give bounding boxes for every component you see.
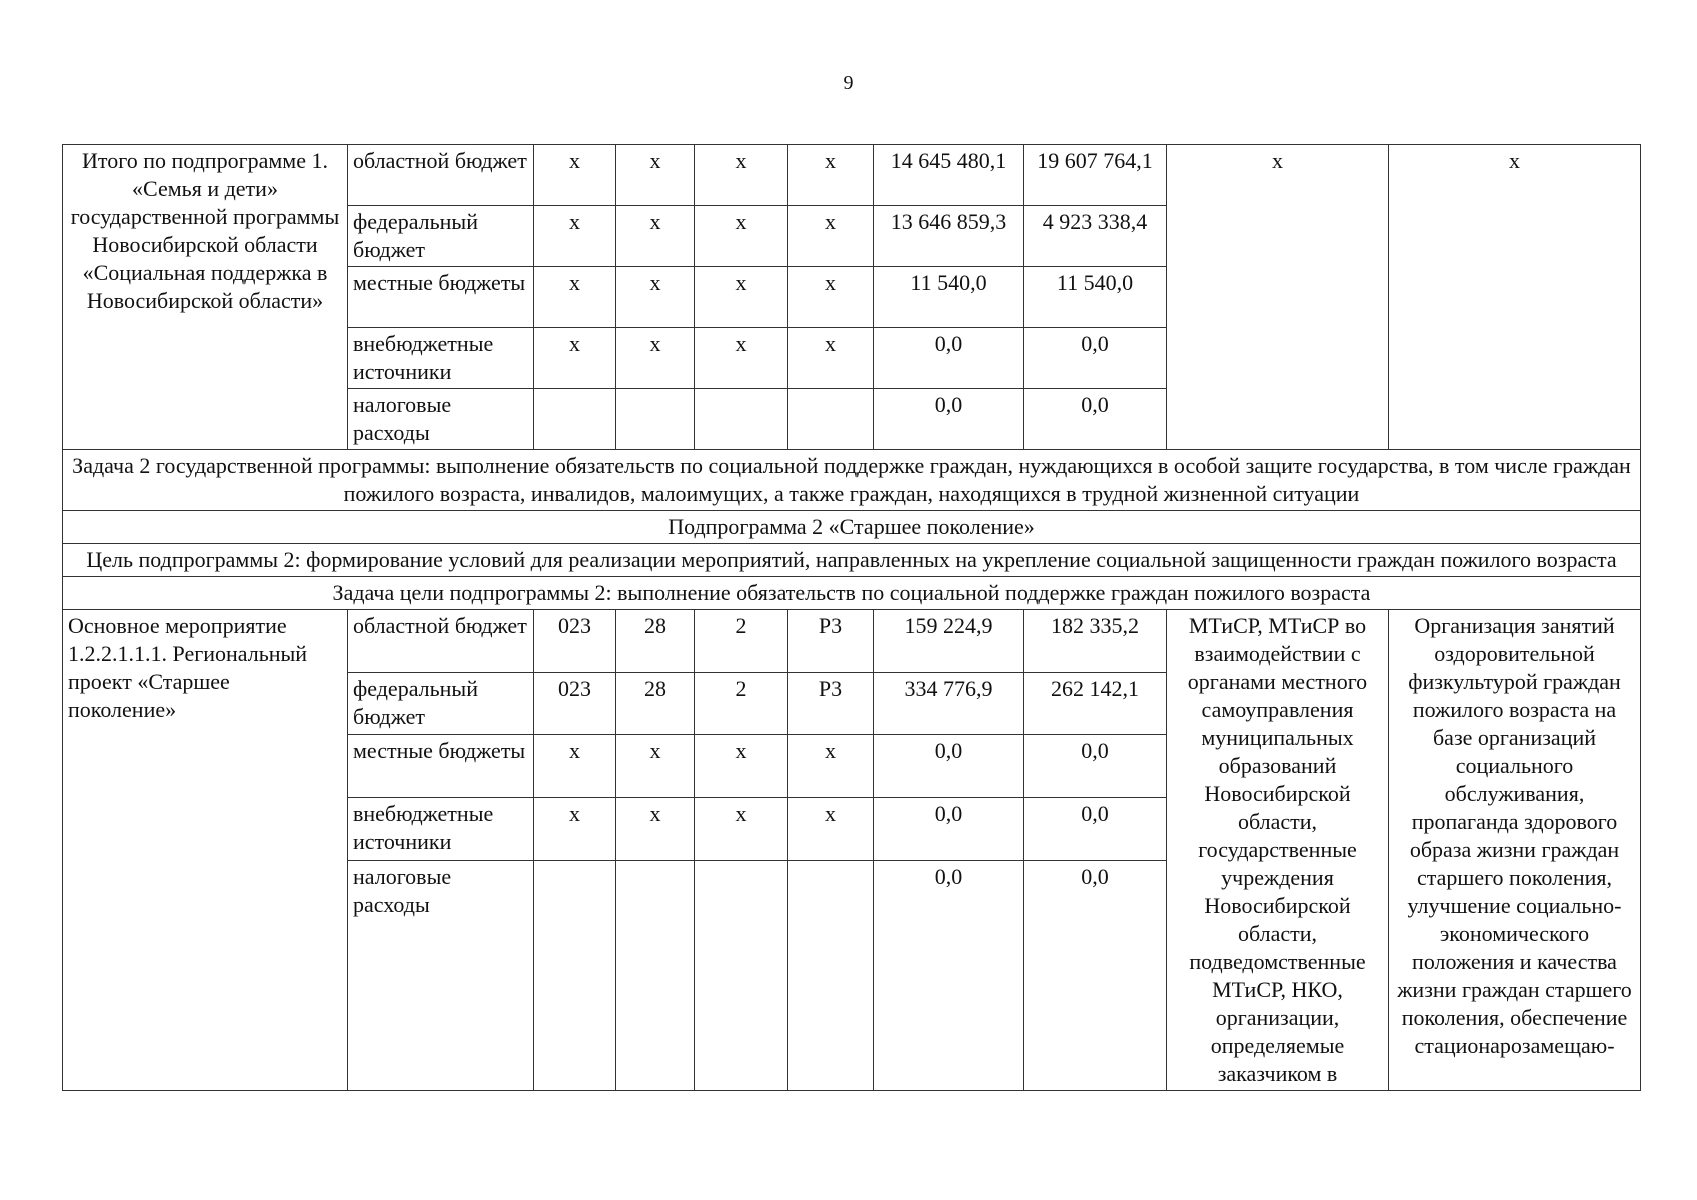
- code-cell: x: [788, 328, 874, 389]
- code-cell: x: [695, 798, 788, 861]
- code-cell: [534, 860, 616, 1090]
- funding-source: федеральный бюджет: [348, 206, 534, 267]
- page-number: 9: [843, 72, 854, 94]
- code-cell: 2: [695, 672, 788, 735]
- amount-cell: 262 142,1: [1024, 672, 1167, 735]
- amount-cell: 13 646 859,3: [874, 206, 1024, 267]
- code-cell: x: [534, 267, 616, 328]
- code-cell: [788, 860, 874, 1090]
- code-cell: x: [616, 735, 695, 798]
- code-cell: x: [788, 735, 874, 798]
- amount-cell: 0,0: [1024, 328, 1167, 389]
- table-row: [63, 450, 1641, 511]
- code-cell: x: [616, 328, 695, 389]
- table-row: [63, 145, 1641, 206]
- code-cell: x: [788, 145, 874, 206]
- code-cell: x: [695, 206, 788, 267]
- code-cell: x: [534, 145, 616, 206]
- code-cell: x: [616, 206, 695, 267]
- code-cell: [788, 389, 874, 450]
- amount-cell: 14 645 480,1: [874, 145, 1024, 206]
- subprogram2-heading: Подпрограмма 2 «Старшее поколение»: [63, 511, 1641, 544]
- amount-cell: 0,0: [874, 860, 1024, 1090]
- code-cell: [616, 389, 695, 450]
- amount-cell: 159 224,9: [874, 610, 1024, 673]
- funding-source: областной бюджет: [348, 610, 534, 673]
- code-cell: x: [788, 267, 874, 328]
- code-cell: 023: [534, 610, 616, 673]
- code-cell: Р3: [788, 672, 874, 735]
- amount-cell: 0,0: [1024, 798, 1167, 861]
- amount-cell: 4 923 338,4: [1024, 206, 1167, 267]
- code-cell: x: [788, 798, 874, 861]
- code-cell: Р3: [788, 610, 874, 673]
- code-cell: x: [695, 328, 788, 389]
- code-cell: x: [695, 735, 788, 798]
- amount-cell: 0,0: [874, 735, 1024, 798]
- amount-cell: 0,0: [874, 798, 1024, 861]
- amount-cell: 11 540,0: [1024, 267, 1167, 328]
- code-cell: x: [695, 145, 788, 206]
- code-cell: [695, 860, 788, 1090]
- executor-cell: МТиСР, МТиСР во взаимодействии с органами местного самоуправления муниципальных образований Новосибирской области, государственные учреждения Новосибирской области, подведомственные МТиСР, НКО, организации, определяемые заказчиком в: [1167, 610, 1389, 1091]
- code-cell: x: [534, 206, 616, 267]
- task2-heading: Задача 2 государственной программы: выполнение обязательств по социальной поддержке граждан, нуждающихся в особой защите государства, в том числе граждан пожилого возраста, инвалидов, малоимущих, а также граждан, находящихся в трудной жизненной ситуации: [63, 450, 1641, 511]
- table-row: [63, 577, 1641, 610]
- amount-cell: 0,0: [1024, 735, 1167, 798]
- amount-cell: 0,0: [1024, 389, 1167, 450]
- main-activity-label: Основное мероприятие 1.2.2.1.1.1. Региональный проект «Старшее поколение»: [63, 610, 348, 1091]
- code-cell: x: [534, 798, 616, 861]
- funding-source: внебюджетные источники: [348, 328, 534, 389]
- code-cell: x: [534, 735, 616, 798]
- funding-source: внебюджетные источники: [348, 798, 534, 861]
- result-cell: x: [1389, 145, 1641, 450]
- code-cell: [695, 389, 788, 450]
- table-row: [63, 544, 1641, 577]
- code-cell: x: [616, 798, 695, 861]
- amount-cell: 334 776,9: [874, 672, 1024, 735]
- table-row: [63, 511, 1641, 544]
- amount-cell: 0,0: [874, 389, 1024, 450]
- amount-cell: 182 335,2: [1024, 610, 1167, 673]
- code-cell: [616, 860, 695, 1090]
- funding-source: областной бюджет: [348, 145, 534, 206]
- code-cell: x: [788, 206, 874, 267]
- funding-source: местные бюджеты: [348, 735, 534, 798]
- code-cell: 2: [695, 610, 788, 673]
- code-cell: x: [616, 145, 695, 206]
- subprogram1-total-label: Итого по подпрограмме 1. «Семья и дети» государственной программы Новосибирской области «Социальная поддержка в Новосибирской области»: [63, 145, 348, 450]
- code-cell: x: [534, 328, 616, 389]
- code-cell: 023: [534, 672, 616, 735]
- code-cell: x: [695, 267, 788, 328]
- code-cell: 28: [616, 672, 695, 735]
- amount-cell: 11 540,0: [874, 267, 1024, 328]
- code-cell: 28: [616, 610, 695, 673]
- funding-source: налоговые расходы: [348, 860, 534, 1090]
- amount-cell: 19 607 764,1: [1024, 145, 1167, 206]
- amount-cell: 0,0: [874, 328, 1024, 389]
- program-table: [62, 144, 1641, 1091]
- goal2-task-heading: Задача цели подпрограммы 2: выполнение обязательств по социальной поддержке граждан пожилого возраста: [63, 577, 1641, 610]
- amount-cell: 0,0: [1024, 860, 1167, 1090]
- code-cell: [534, 389, 616, 450]
- funding-source: налоговые расходы: [348, 389, 534, 450]
- result-cell: Организация занятий оздоровительной физкультурой граждан пожилого возраста на базе организаций социального обслуживания, пропаганда здорового образа жизни граждан старшего поколения, улучшение социально-экономического положения и качества жизни граждан старшего поколения, обеспечение стационарозамещаю-: [1389, 610, 1641, 1091]
- table-row: [63, 610, 1641, 673]
- executor-cell: x: [1167, 145, 1389, 450]
- funding-source: федеральный бюджет: [348, 672, 534, 735]
- funding-source: местные бюджеты: [348, 267, 534, 328]
- code-cell: x: [616, 267, 695, 328]
- goal2-heading: Цель подпрограммы 2: формирование условий для реализации мероприятий, направленных на укрепление социальной защищенности граждан пожилого возраста: [63, 544, 1641, 577]
